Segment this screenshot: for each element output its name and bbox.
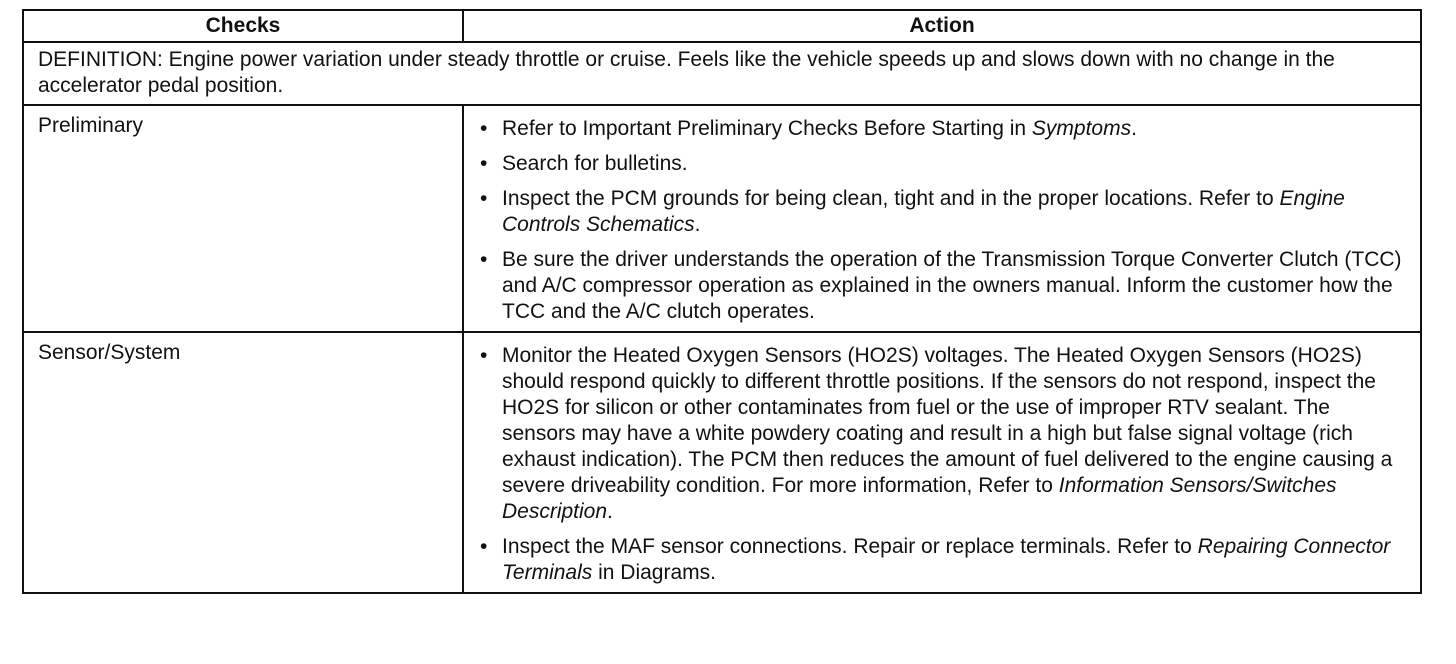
action-item: • Inspect the MAF sensor connections. Repair or replace terminals. Refer to Repairing Connector Terminals in Diagrams. xyxy=(480,535,1391,584)
preliminary-action-list xyxy=(464,106,1420,331)
checks-column-header: Checks xyxy=(24,11,464,41)
table-header-row xyxy=(24,11,1420,41)
bullet-icon: • xyxy=(480,535,488,558)
bullet-icon: • xyxy=(480,344,488,367)
action-item: • Inspect the PCM grounds for being clean, tight and in the proper locations. Refer to Engine Controls Schematics. xyxy=(480,187,1345,236)
action-item: • Search for bulletins. xyxy=(480,152,688,175)
bullet-icon: • xyxy=(480,187,488,210)
sensor-system-actions xyxy=(464,333,1420,592)
definition-text: DEFINITION: Engine power variation under steady throttle or cruise. Feels like the vehicle speeds up and slows down with no change in the accelerator pedal position. xyxy=(38,48,1335,97)
action-item: • Refer to Important Preliminary Checks Before Starting in Symptoms. xyxy=(480,117,1137,140)
bullet-icon: • xyxy=(480,117,488,140)
action-column-header: Action xyxy=(909,14,975,37)
action-item: • Be sure the driver understands the operation of the Transmission Torque Converter Clutch (TCC) and A/C compressor operation as explained in the owners manual. Inform the customer how the TCC and the A/C clutch operates. xyxy=(480,248,1402,323)
sensor-system-label: Sensor/System xyxy=(24,333,464,592)
action-item: • Monitor the Heated Oxygen Sensors (HO2S) voltages. The Heated Oxygen Sensors (HO2S) should respond quickly to different throttle positions. If the sensors do not respond, inspect the HO2S for silicon or other contaminates from fuel or the use of improper RTV sealant. The sensors may have a white powdery coating and result in a high but false signal voltage (rich exhaust indication). The PCM then reduces the amount of fuel delivered to the engine causing a severe driveability condition. For more information, Refer to Information Sensors/Switches Description. xyxy=(480,344,1393,523)
bullet-icon: • xyxy=(480,152,488,175)
bullet-icon: • xyxy=(480,248,488,271)
preliminary-actions xyxy=(464,106,1420,331)
sensor-system-row xyxy=(24,331,1420,592)
preliminary-row xyxy=(24,104,1420,331)
diagnostic-table xyxy=(22,9,1422,594)
preliminary-label: Preliminary xyxy=(24,106,464,331)
definition-row xyxy=(24,41,1420,104)
sensor-action-list xyxy=(464,333,1420,592)
